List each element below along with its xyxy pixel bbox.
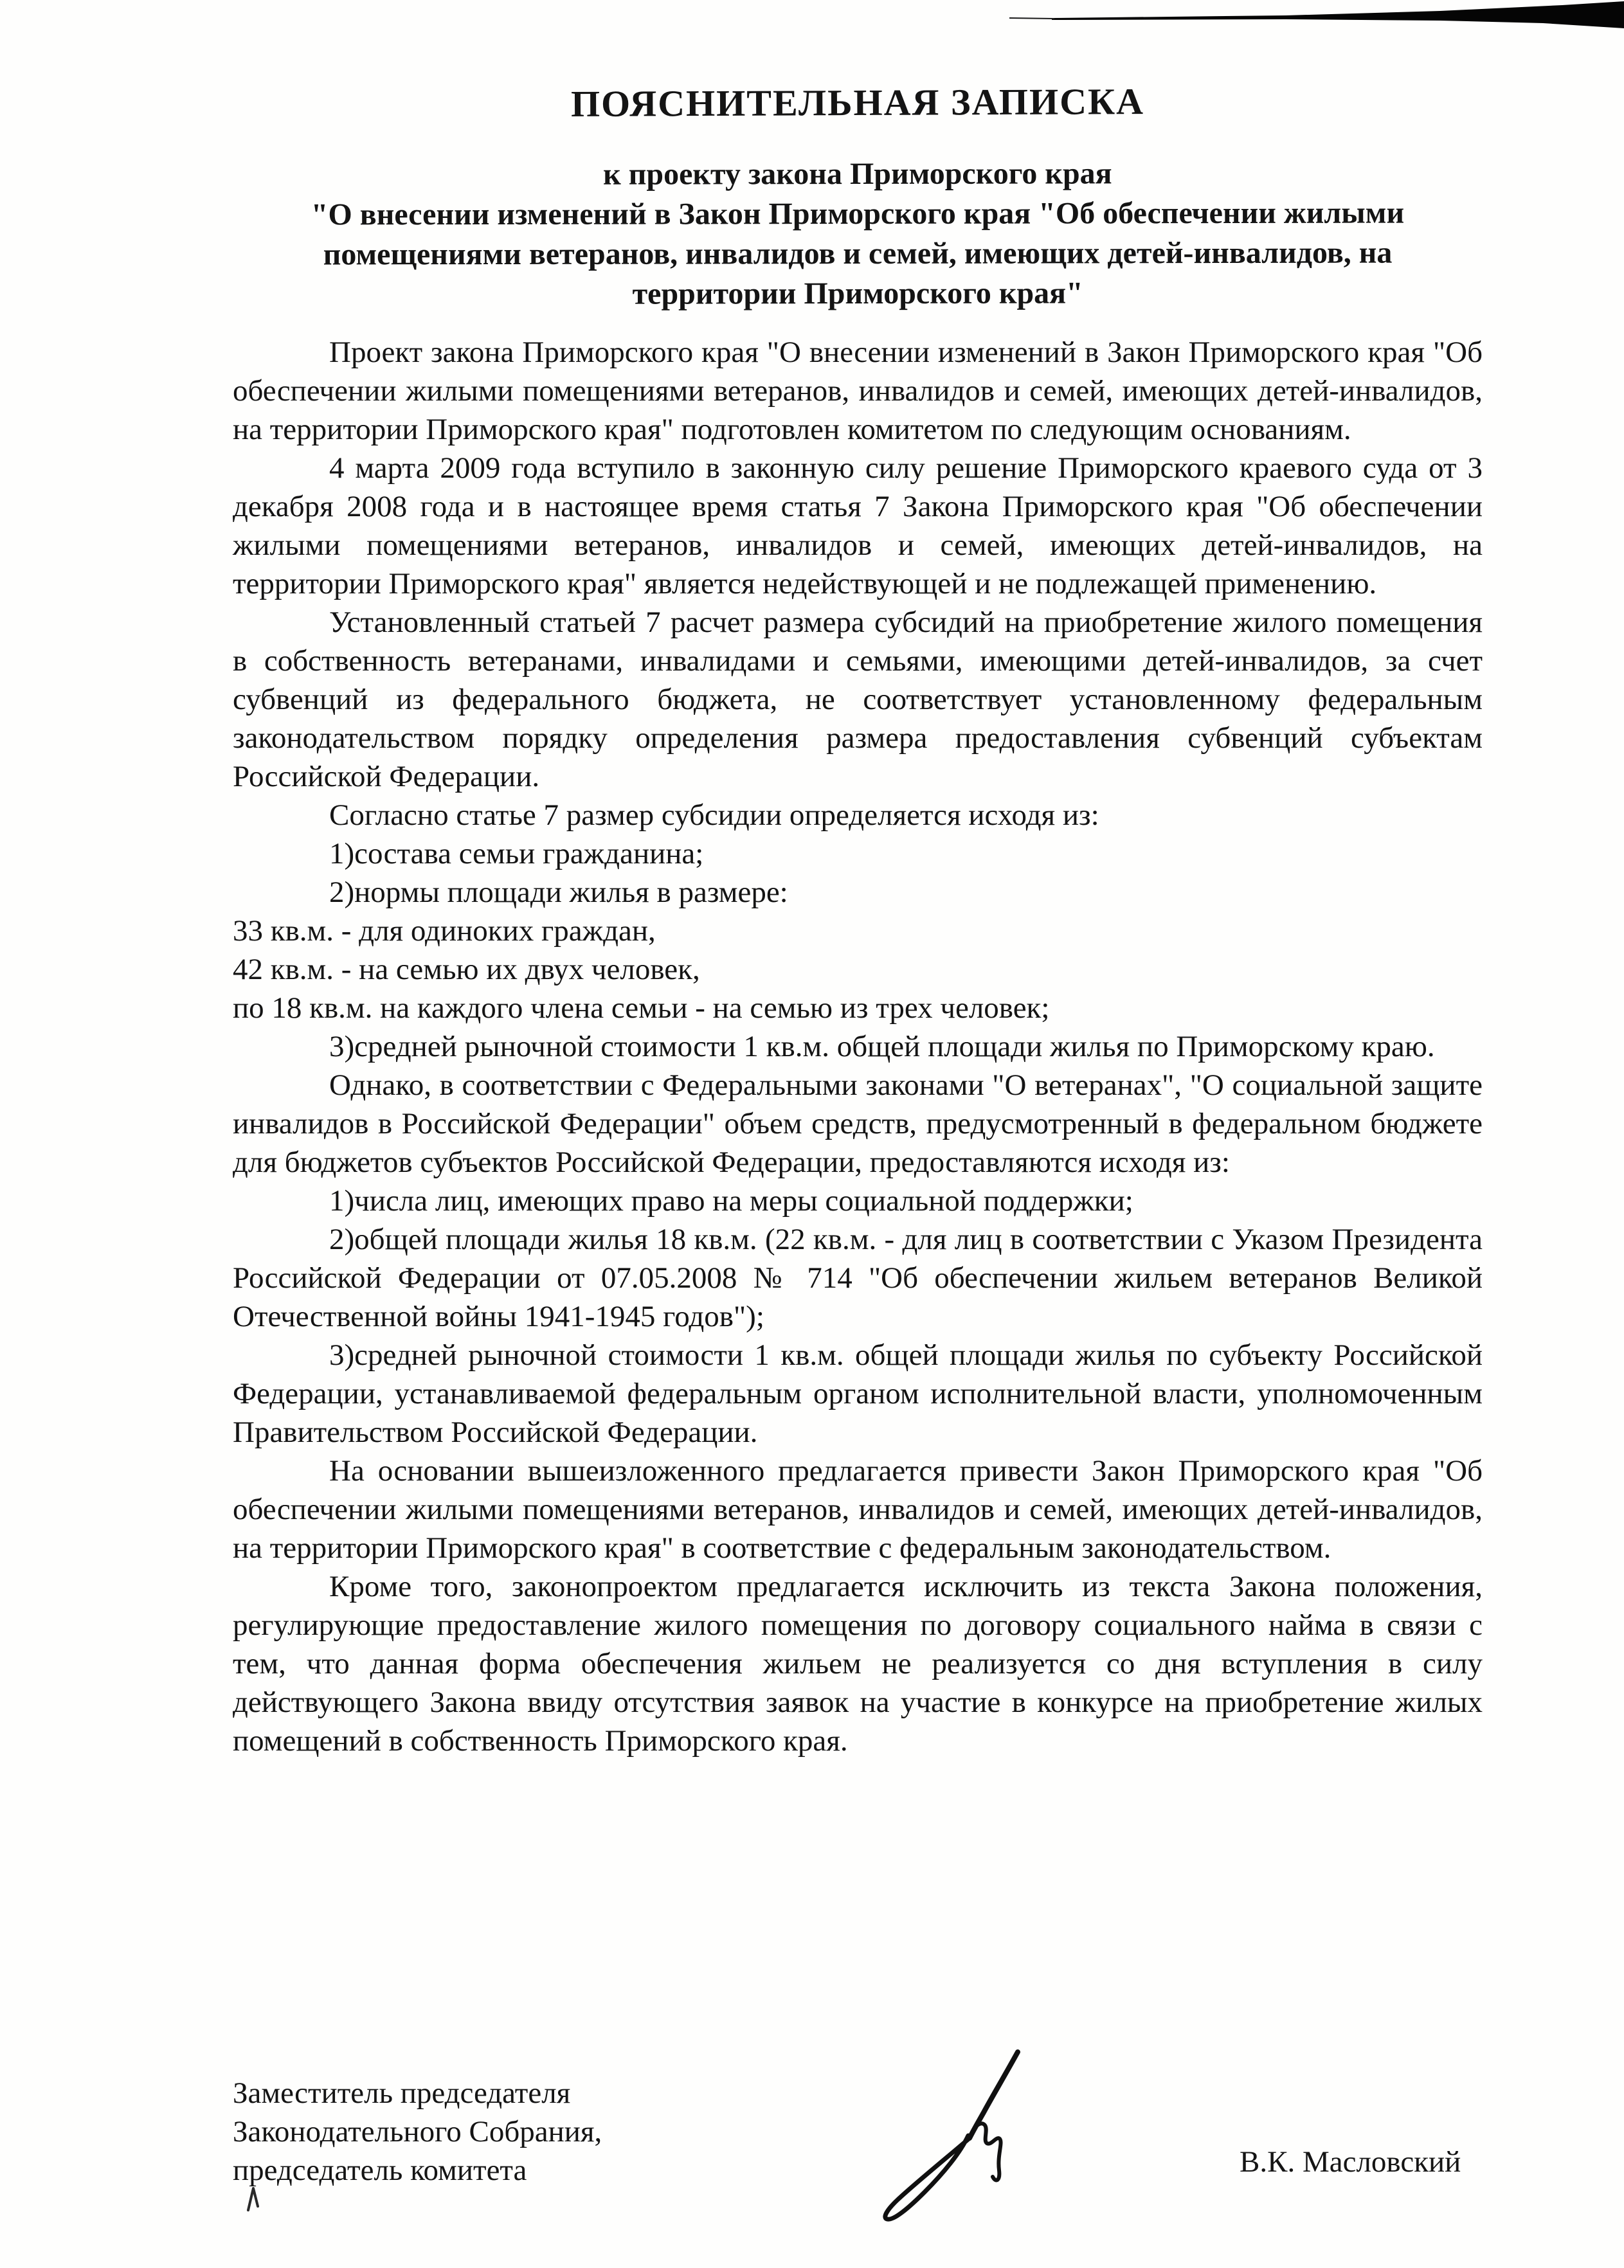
paragraph: по 18 кв.м. на каждого члена семьи - на семью из трех человек;	[233, 991, 1050, 1025]
document-title: ПОЯСНИТЕЛЬНАЯ ЗАПИСКА	[570, 80, 1145, 125]
subtitle-quote-line: помещениями ветеранов, инвалидов и семей, имеющих детей-инвалидов, на	[323, 235, 1393, 272]
signatory-name: В.К. Масловский	[1240, 2145, 1461, 2179]
paragraph: 2)нормы площади жилья в размере:	[329, 876, 788, 909]
paragraph: Проект закона Приморского края "О внесении изменений в Закон Приморского края "Об обеспечении жилыми помещениями ветеранов, инвалидов и семей, имеющих детей-инвалидов, на территории Приморского края" подготовлен комитетом по следующим основаниям.	[233, 336, 1483, 446]
signatory-position-line: председатель комитета	[233, 2154, 527, 2187]
scan-edge-artifact-speck	[1009, 17, 1054, 19]
document-body	[233, 333, 1483, 1760]
paragraph: На основании вышеизложенного предлагается привести Закон Приморского края "Об обеспечении жилыми помещениями ветеранов, инвалидов и семей, имеющих детей-инвалидов, на территории Приморского края" в соответствие с федеральным законодательством.	[233, 1454, 1483, 1565]
subtitle-quote-line: "О внесении изменений в Закон Приморского края "Об обеспечении жилыми	[311, 195, 1405, 232]
subtitle-quote-line: территории Приморского края"	[632, 276, 1083, 311]
paragraph: 1)числа лиц, имеющих право на меры социальной поддержки;	[329, 1184, 1133, 1218]
paragraph: Кроме того, законопроектом предлагается исключить из текста Закона положения, регулирующие предоставление жилого помещения по договору социального найма в связи с тем, что данная форма обеспечения жильем не реализуется со дня вступления в силу действующего Закона ввиду отсутствия заявок на участие в конкурсе на приобретение жилых помещений в собственность Приморского края.	[233, 1570, 1483, 1758]
paragraph: Согласно статье 7 размер субсидии определяется исходя из:	[329, 798, 1099, 832]
paragraph: 2)общей площади жилья 18 кв.м. (22 кв.м. - для лиц в соответствии с Указом Президента Российской Федерации от 07.05.2008 № 714 "Об обеспечении жильем ветеранов Великой Отечественной войны 1941-1945 годов");	[233, 1223, 1483, 1333]
paragraph: 3)средней рыночной стоимости 1 кв.м. общей площади жилья по субъекту Российской Федерации, устанавливаемой федеральным органом исполнительной власти, уполномоченным Правительством Российской Федерации.	[233, 1338, 1483, 1449]
paragraph: 3)средней рыночной стоимости 1 кв.м. общей площади жилья по Приморскому краю.	[329, 1030, 1435, 1063]
paragraph: 42 кв.м. - на семью их двух человек,	[233, 953, 700, 986]
subtitle-line: к проекту закона Приморского края	[602, 156, 1112, 192]
signatory-position-block	[233, 2074, 602, 2190]
paragraph: Установленный статьей 7 расчет размера субсидий на приобретение жилого помещения в собственность ветеранами, инвалидами и семьями, имеющими детей-инвалидов, за счет субвенций из федерального бюджета, не соответствует установленному федеральным законодательством порядку определения размера предоставления субвенций субъектам Российской Федерации.	[233, 606, 1483, 793]
paragraph: 33 кв.м. - для одиноких граждан,	[233, 914, 656, 948]
paragraph: 4 марта 2009 года вступило в законную силу решение Приморского краевого суда от 3 декабря 2008 года и в настоящее время статья 7 Закона Приморского края "Об обеспечении жилыми помещениями ветеранов, инвалидов и семей, имеющих детей-инвалидов, на территории Приморского края" является недействующей и не подлежащей применению.	[233, 451, 1483, 600]
document-subtitle-block	[233, 153, 1483, 314]
signatory-position-line: Законодательного Собрания,	[233, 2115, 602, 2148]
paragraph: 1)состава семьи гражданина;	[329, 837, 704, 870]
signatory-position-line: Заместитель председателя	[233, 2076, 571, 2110]
paragraph: Однако, в соответствии с Федеральными законами "О ветеранах", "О социальной защите инвалидов в Российской Федерации" объем средств, предусмотренный в федеральном бюджете для бюджетов субъектов Российской Федерации, предоставляются исходя из:	[233, 1068, 1483, 1179]
scan-edge-artifact	[1052, 1, 1624, 28]
